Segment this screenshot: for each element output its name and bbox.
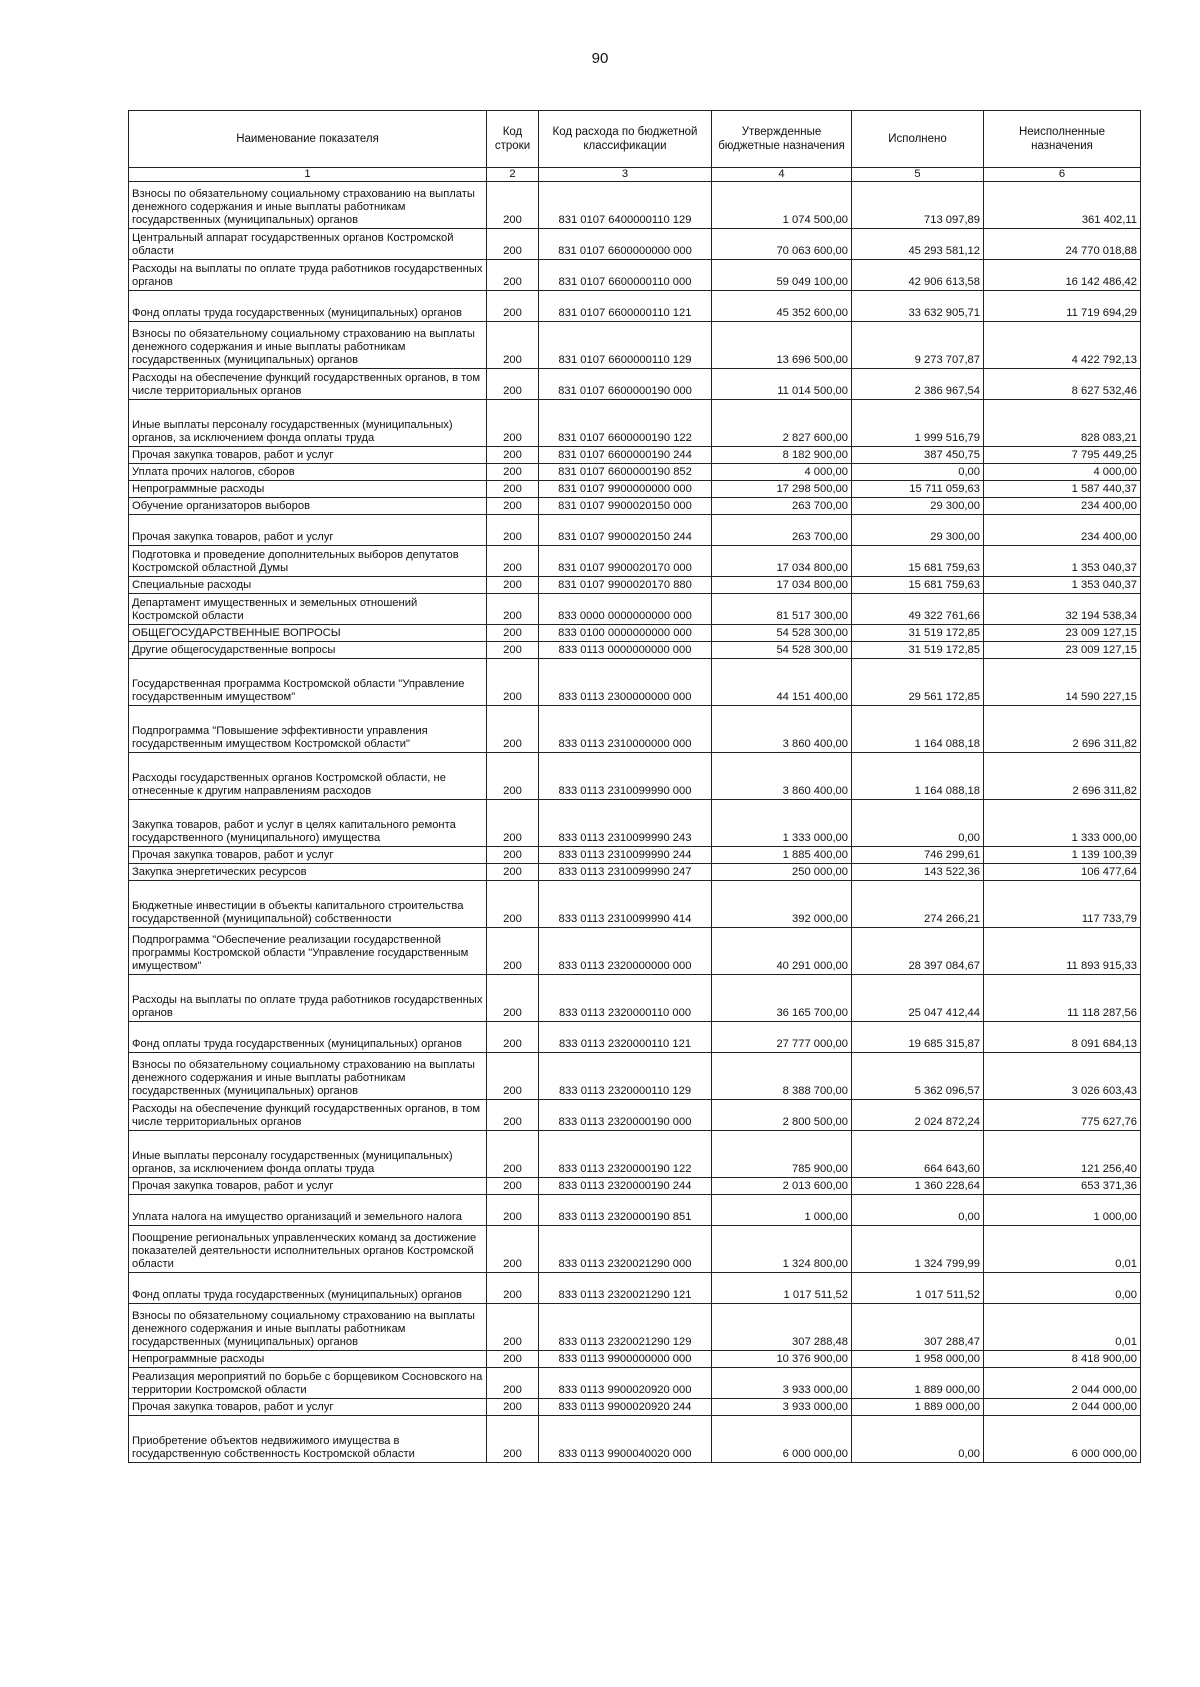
row-name-cell: Фонд оплаты труда государственных (муниципальных) органов xyxy=(129,1022,487,1053)
row-executed-cell: 15 711 059,63 xyxy=(852,481,984,498)
table-row xyxy=(129,1053,1141,1100)
row-approved-cell: 1 074 500,00 xyxy=(712,182,852,229)
row-budget-code-cell: 831 0107 6600000190 244 xyxy=(539,447,712,464)
table-row xyxy=(129,800,1141,847)
row-unexecuted-cell: 23 009 127,15 xyxy=(984,625,1141,642)
row-unexecuted-cell: 4 000,00 xyxy=(984,464,1141,481)
row-unexecuted-cell: 117 733,79 xyxy=(984,881,1141,928)
row-name-cell: Иные выплаты персоналу государственных (муниципальных) органов, за исключением фонда оплаты труда xyxy=(129,1131,487,1178)
row-name-cell: Поощрение региональных управленческих команд за достижение показателей деятельности исполнительных органов Костромской области xyxy=(129,1226,487,1273)
row-executed-cell: 0,00 xyxy=(852,1195,984,1226)
row-approved-cell: 54 528 300,00 xyxy=(712,642,852,659)
table-row xyxy=(129,659,1141,706)
row-unexecuted-cell: 8 091 684,13 xyxy=(984,1022,1141,1053)
column-header-line-code: Код строки xyxy=(487,111,539,168)
table-row xyxy=(129,291,1141,322)
row-budget-code-cell: 833 0113 2320000190 244 xyxy=(539,1178,712,1195)
row-approved-cell: 1 333 000,00 xyxy=(712,800,852,847)
row-approved-cell: 1 324 800,00 xyxy=(712,1226,852,1273)
row-unexecuted-cell: 11 118 287,56 xyxy=(984,975,1141,1022)
table-row xyxy=(129,1273,1141,1304)
table-row xyxy=(129,1399,1141,1416)
table-row xyxy=(129,1022,1141,1053)
row-approved-cell: 263 700,00 xyxy=(712,515,852,546)
row-line-code-cell: 200 xyxy=(487,1053,539,1100)
row-budget-code-cell: 833 0113 9900020920 244 xyxy=(539,1399,712,1416)
row-approved-cell: 17 034 800,00 xyxy=(712,546,852,577)
row-budget-code-cell: 833 0113 0000000000 000 xyxy=(539,642,712,659)
row-name-cell: Фонд оплаты труда государственных (муниципальных) органов xyxy=(129,1273,487,1304)
row-executed-cell: 1 889 000,00 xyxy=(852,1399,984,1416)
row-budget-code-cell: 833 0113 2310000000 000 xyxy=(539,706,712,753)
row-executed-cell: 1 017 511,52 xyxy=(852,1273,984,1304)
row-name-cell: Уплата налога на имущество организаций и земельного налога xyxy=(129,1195,487,1226)
row-budget-code-cell: 831 0107 9900020150 000 xyxy=(539,498,712,515)
row-line-code-cell: 200 xyxy=(487,928,539,975)
row-executed-cell: 29 300,00 xyxy=(852,498,984,515)
row-approved-cell: 40 291 000,00 xyxy=(712,928,852,975)
table-row xyxy=(129,447,1141,464)
row-name-cell: Прочая закупка товаров, работ и услуг xyxy=(129,515,487,546)
row-budget-code-cell: 831 0107 6600000190 852 xyxy=(539,464,712,481)
row-executed-cell: 307 288,47 xyxy=(852,1304,984,1351)
row-line-code-cell: 200 xyxy=(487,1022,539,1053)
row-executed-cell: 29 561 172,85 xyxy=(852,659,984,706)
table-row xyxy=(129,1416,1141,1463)
row-executed-cell: 1 889 000,00 xyxy=(852,1368,984,1399)
table-row xyxy=(129,369,1141,400)
row-approved-cell: 3 860 400,00 xyxy=(712,753,852,800)
row-name-cell: Прочая закупка товаров, работ и услуг xyxy=(129,1178,487,1195)
row-name-cell: Взносы по обязательному социальному страхованию на выплаты денежного содержания и иные выплаты работникам государственных (муниципальных) органов xyxy=(129,322,487,369)
column-number: 2 xyxy=(487,168,539,182)
row-approved-cell: 307 288,48 xyxy=(712,1304,852,1351)
table-row xyxy=(129,864,1141,881)
row-unexecuted-cell: 775 627,76 xyxy=(984,1100,1141,1131)
row-unexecuted-cell: 14 590 227,15 xyxy=(984,659,1141,706)
column-number-row xyxy=(129,168,1141,182)
row-line-code-cell: 200 xyxy=(487,1100,539,1131)
row-unexecuted-cell: 106 477,64 xyxy=(984,864,1141,881)
table-row xyxy=(129,481,1141,498)
column-number: 4 xyxy=(712,168,852,182)
table-row xyxy=(129,1351,1141,1368)
row-approved-cell: 2 827 600,00 xyxy=(712,400,852,447)
row-executed-cell: 28 397 084,67 xyxy=(852,928,984,975)
row-line-code-cell: 200 xyxy=(487,182,539,229)
row-approved-cell: 2 013 600,00 xyxy=(712,1178,852,1195)
row-budget-code-cell: 831 0107 6600000190 000 xyxy=(539,369,712,400)
table-row xyxy=(129,400,1141,447)
row-line-code-cell: 200 xyxy=(487,481,539,498)
table-row xyxy=(129,1368,1141,1399)
row-approved-cell: 785 900,00 xyxy=(712,1131,852,1178)
row-line-code-cell: 200 xyxy=(487,1304,539,1351)
row-name-cell: Фонд оплаты труда государственных (муниципальных) органов xyxy=(129,291,487,322)
row-name-cell: Прочая закупка товаров, работ и услуг xyxy=(129,447,487,464)
row-budget-code-cell: 833 0113 9900000000 000 xyxy=(539,1351,712,1368)
row-approved-cell: 250 000,00 xyxy=(712,864,852,881)
row-executed-cell: 0,00 xyxy=(852,464,984,481)
table-row xyxy=(129,1178,1141,1195)
row-line-code-cell: 200 xyxy=(487,800,539,847)
table-row xyxy=(129,515,1141,546)
row-line-code-cell: 200 xyxy=(487,369,539,400)
row-name-cell: Расходы на выплаты по оплате труда работников государственных органов xyxy=(129,260,487,291)
row-line-code-cell: 200 xyxy=(487,659,539,706)
table-row xyxy=(129,1100,1141,1131)
table-row xyxy=(129,322,1141,369)
row-approved-cell: 45 352 600,00 xyxy=(712,291,852,322)
row-name-cell: Расходы государственных органов Костромской области, не отнесенные к другим направлениям расходов xyxy=(129,753,487,800)
row-name-cell: Государственная программа Костромской области "Управление государственным имуществом" xyxy=(129,659,487,706)
row-unexecuted-cell: 23 009 127,15 xyxy=(984,642,1141,659)
row-executed-cell: 33 632 905,71 xyxy=(852,291,984,322)
row-name-cell: Взносы по обязательному социальному страхованию на выплаты денежного содержания и иные выплаты работникам государственных (муниципальных) органов xyxy=(129,1304,487,1351)
table-row xyxy=(129,498,1141,515)
row-executed-cell: 49 322 761,66 xyxy=(852,594,984,625)
row-budget-code-cell: 833 0113 2320000190 851 xyxy=(539,1195,712,1226)
row-executed-cell: 2 024 872,24 xyxy=(852,1100,984,1131)
row-line-code-cell: 200 xyxy=(487,625,539,642)
row-approved-cell: 263 700,00 xyxy=(712,498,852,515)
row-name-cell: Взносы по обязательному социальному страхованию на выплаты денежного содержания и иные выплаты работникам государственных (муниципальных) органов xyxy=(129,182,487,229)
row-executed-cell: 664 643,60 xyxy=(852,1131,984,1178)
column-header-executed: Исполнено xyxy=(852,111,984,168)
row-name-cell: Прочая закупка товаров, работ и услуг xyxy=(129,1399,487,1416)
row-line-code-cell: 200 xyxy=(487,864,539,881)
row-approved-cell: 10 376 900,00 xyxy=(712,1351,852,1368)
row-budget-code-cell: 833 0000 0000000000 000 xyxy=(539,594,712,625)
row-executed-cell: 5 362 096,57 xyxy=(852,1053,984,1100)
row-executed-cell: 1 164 088,18 xyxy=(852,753,984,800)
row-approved-cell: 8 388 700,00 xyxy=(712,1053,852,1100)
budget-execution-table xyxy=(128,110,1141,1463)
row-executed-cell: 9 273 707,87 xyxy=(852,322,984,369)
row-budget-code-cell: 833 0113 2320021290 000 xyxy=(539,1226,712,1273)
row-line-code-cell: 200 xyxy=(487,322,539,369)
row-executed-cell: 31 519 172,85 xyxy=(852,642,984,659)
row-executed-cell: 1 360 228,64 xyxy=(852,1178,984,1195)
row-unexecuted-cell: 16 142 486,42 xyxy=(984,260,1141,291)
column-number: 5 xyxy=(852,168,984,182)
row-name-cell: Подготовка и проведение дополнительных выборов депутатов Костромской областной Думы xyxy=(129,546,487,577)
row-budget-code-cell: 831 0107 6600000190 122 xyxy=(539,400,712,447)
row-name-cell: Прочая закупка товаров, работ и услуг xyxy=(129,847,487,864)
row-name-cell: Расходы на выплаты по оплате труда работников государственных органов xyxy=(129,975,487,1022)
row-budget-code-cell: 831 0107 9900000000 000 xyxy=(539,481,712,498)
row-line-code-cell: 200 xyxy=(487,975,539,1022)
row-unexecuted-cell: 0,01 xyxy=(984,1226,1141,1273)
row-approved-cell: 1 000,00 xyxy=(712,1195,852,1226)
row-approved-cell: 81 517 300,00 xyxy=(712,594,852,625)
table-row xyxy=(129,753,1141,800)
table-row xyxy=(129,1131,1141,1178)
row-name-cell: Центральный аппарат государственных органов Костромской области xyxy=(129,229,487,260)
table-row xyxy=(129,182,1141,229)
column-number: 6 xyxy=(984,168,1141,182)
row-budget-code-cell: 831 0107 9900020170 880 xyxy=(539,577,712,594)
row-line-code-cell: 200 xyxy=(487,400,539,447)
row-name-cell: Иные выплаты персоналу государственных (муниципальных) органов, за исключением фонда оплаты труда xyxy=(129,400,487,447)
row-name-cell: Приобретение объектов недвижимого имущества в государственную собственность Костромской области xyxy=(129,1416,487,1463)
row-approved-cell: 392 000,00 xyxy=(712,881,852,928)
row-budget-code-cell: 833 0113 2310099990 247 xyxy=(539,864,712,881)
row-line-code-cell: 200 xyxy=(487,753,539,800)
row-budget-code-cell: 831 0107 6600000110 000 xyxy=(539,260,712,291)
row-executed-cell: 25 047 412,44 xyxy=(852,975,984,1022)
row-line-code-cell: 200 xyxy=(487,1178,539,1195)
row-unexecuted-cell: 0,00 xyxy=(984,1273,1141,1304)
page-number: 90 xyxy=(591,50,609,67)
row-line-code-cell: 200 xyxy=(487,546,539,577)
row-unexecuted-cell: 361 402,11 xyxy=(984,182,1141,229)
table-row xyxy=(129,1226,1141,1273)
row-line-code-cell: 200 xyxy=(487,577,539,594)
row-unexecuted-cell: 1 353 040,37 xyxy=(984,546,1141,577)
row-unexecuted-cell: 8 627 532,46 xyxy=(984,369,1141,400)
row-name-cell: ОБЩЕГОСУДАРСТВЕННЫЕ ВОПРОСЫ xyxy=(129,625,487,642)
row-budget-code-cell: 833 0100 0000000000 000 xyxy=(539,625,712,642)
row-name-cell: Специальные расходы xyxy=(129,577,487,594)
row-budget-code-cell: 831 0107 6600000000 000 xyxy=(539,229,712,260)
table-row xyxy=(129,928,1141,975)
row-approved-cell: 3 933 000,00 xyxy=(712,1399,852,1416)
row-unexecuted-cell: 653 371,36 xyxy=(984,1178,1141,1195)
row-unexecuted-cell: 7 795 449,25 xyxy=(984,447,1141,464)
row-executed-cell: 1 999 516,79 xyxy=(852,400,984,447)
row-name-cell: Расходы на обеспечение функций государственных органов, в том числе территориальных органов xyxy=(129,369,487,400)
row-line-code-cell: 200 xyxy=(487,881,539,928)
table-row xyxy=(129,464,1141,481)
row-name-cell: Реализация мероприятий по борьбе с борщевиком Сосновского на территории Костромской области xyxy=(129,1368,487,1399)
row-name-cell: Другие общегосударственные вопросы xyxy=(129,642,487,659)
row-line-code-cell: 200 xyxy=(487,1195,539,1226)
row-approved-cell: 8 182 900,00 xyxy=(712,447,852,464)
row-unexecuted-cell: 2 696 311,82 xyxy=(984,753,1141,800)
row-budget-code-cell: 831 0107 6400000110 129 xyxy=(539,182,712,229)
row-approved-cell: 36 165 700,00 xyxy=(712,975,852,1022)
row-name-cell: Подпрограмма "Обеспечение реализации государственной программы Костромской области "Управление государственным имуществом" xyxy=(129,928,487,975)
row-approved-cell: 6 000 000,00 xyxy=(712,1416,852,1463)
row-unexecuted-cell: 1 333 000,00 xyxy=(984,800,1141,847)
row-unexecuted-cell: 1 139 100,39 xyxy=(984,847,1141,864)
row-name-cell: Бюджетные инвестиции в объекты капитального строительства государственной (муниципальной) собственности xyxy=(129,881,487,928)
row-line-code-cell: 200 xyxy=(487,706,539,753)
row-approved-cell: 44 151 400,00 xyxy=(712,659,852,706)
row-approved-cell: 11 014 500,00 xyxy=(712,369,852,400)
row-executed-cell: 29 300,00 xyxy=(852,515,984,546)
row-budget-code-cell: 833 0113 2300000000 000 xyxy=(539,659,712,706)
row-line-code-cell: 200 xyxy=(487,1273,539,1304)
row-budget-code-cell: 833 0113 2310099990 244 xyxy=(539,847,712,864)
row-line-code-cell: 200 xyxy=(487,1399,539,1416)
row-unexecuted-cell: 121 256,40 xyxy=(984,1131,1141,1178)
row-executed-cell: 15 681 759,63 xyxy=(852,577,984,594)
row-line-code-cell: 200 xyxy=(487,515,539,546)
row-line-code-cell: 200 xyxy=(487,1368,539,1399)
column-header-name: Наименование показателя xyxy=(129,111,487,168)
row-executed-cell: 387 450,75 xyxy=(852,447,984,464)
column-header-unexecuted: Неисполненные назначения xyxy=(984,111,1141,168)
row-approved-cell: 70 063 600,00 xyxy=(712,229,852,260)
table-row xyxy=(129,881,1141,928)
table-row xyxy=(129,706,1141,753)
row-unexecuted-cell: 8 418 900,00 xyxy=(984,1351,1141,1368)
column-number: 1 xyxy=(129,168,487,182)
table-row xyxy=(129,260,1141,291)
row-name-cell: Закупка энергетических ресурсов xyxy=(129,864,487,881)
row-budget-code-cell: 831 0107 6600000110 129 xyxy=(539,322,712,369)
row-budget-code-cell: 833 0113 2320000110 129 xyxy=(539,1053,712,1100)
row-unexecuted-cell: 24 770 018,88 xyxy=(984,229,1141,260)
row-budget-code-cell: 833 0113 2320000190 122 xyxy=(539,1131,712,1178)
row-unexecuted-cell: 1 000,00 xyxy=(984,1195,1141,1226)
row-executed-cell: 31 519 172,85 xyxy=(852,625,984,642)
row-approved-cell: 59 049 100,00 xyxy=(712,260,852,291)
row-budget-code-cell: 833 0113 2320021290 129 xyxy=(539,1304,712,1351)
row-approved-cell: 2 800 500,00 xyxy=(712,1100,852,1131)
row-approved-cell: 13 696 500,00 xyxy=(712,322,852,369)
table-row xyxy=(129,847,1141,864)
row-executed-cell: 45 293 581,12 xyxy=(852,229,984,260)
row-executed-cell: 713 097,89 xyxy=(852,182,984,229)
row-executed-cell: 42 906 613,58 xyxy=(852,260,984,291)
row-executed-cell: 274 266,21 xyxy=(852,881,984,928)
row-line-code-cell: 200 xyxy=(487,464,539,481)
row-unexecuted-cell: 234 400,00 xyxy=(984,498,1141,515)
row-approved-cell: 17 298 500,00 xyxy=(712,481,852,498)
row-name-cell: Департамент имущественных и земельных отношений Костромской области xyxy=(129,594,487,625)
row-budget-code-cell: 833 0113 2320000110 000 xyxy=(539,975,712,1022)
row-budget-code-cell: 831 0107 6600000110 121 xyxy=(539,291,712,322)
row-line-code-cell: 200 xyxy=(487,1416,539,1463)
row-line-code-cell: 200 xyxy=(487,291,539,322)
row-executed-cell: 746 299,61 xyxy=(852,847,984,864)
row-line-code-cell: 200 xyxy=(487,594,539,625)
row-approved-cell: 27 777 000,00 xyxy=(712,1022,852,1053)
row-name-cell: Взносы по обязательному социальному страхованию на выплаты денежного содержания и иные выплаты работникам государственных (муниципальных) органов xyxy=(129,1053,487,1100)
row-executed-cell: 19 685 315,87 xyxy=(852,1022,984,1053)
column-header-budget-code: Код расхода по бюджетной классификации xyxy=(539,111,712,168)
row-line-code-cell: 200 xyxy=(487,498,539,515)
table-row xyxy=(129,546,1141,577)
row-executed-cell: 2 386 967,54 xyxy=(852,369,984,400)
row-unexecuted-cell: 4 422 792,13 xyxy=(984,322,1141,369)
row-budget-code-cell: 833 0113 2320000000 000 xyxy=(539,928,712,975)
row-budget-code-cell: 833 0113 2310099990 243 xyxy=(539,800,712,847)
row-approved-cell: 3 860 400,00 xyxy=(712,706,852,753)
row-line-code-cell: 200 xyxy=(487,260,539,291)
table-row xyxy=(129,642,1141,659)
row-budget-code-cell: 833 0113 9900020920 000 xyxy=(539,1368,712,1399)
table-row xyxy=(129,594,1141,625)
table-row xyxy=(129,577,1141,594)
row-unexecuted-cell: 1 353 040,37 xyxy=(984,577,1141,594)
row-unexecuted-cell: 1 587 440,37 xyxy=(984,481,1141,498)
column-header-approved: Утвержденные бюджетные назначения xyxy=(712,111,852,168)
row-approved-cell: 1 017 511,52 xyxy=(712,1273,852,1304)
row-unexecuted-cell: 11 893 915,33 xyxy=(984,928,1141,975)
row-unexecuted-cell: 2 044 000,00 xyxy=(984,1368,1141,1399)
row-unexecuted-cell: 3 026 603,43 xyxy=(984,1053,1141,1100)
row-line-code-cell: 200 xyxy=(487,642,539,659)
row-budget-code-cell: 833 0113 2310099990 414 xyxy=(539,881,712,928)
header-row xyxy=(129,111,1141,168)
row-budget-code-cell: 833 0113 2310099990 000 xyxy=(539,753,712,800)
row-budget-code-cell: 833 0113 9900040020 000 xyxy=(539,1416,712,1463)
row-unexecuted-cell: 2 696 311,82 xyxy=(984,706,1141,753)
table-row xyxy=(129,975,1141,1022)
row-budget-code-cell: 831 0107 9900020150 244 xyxy=(539,515,712,546)
row-unexecuted-cell: 2 044 000,00 xyxy=(984,1399,1141,1416)
row-name-cell: Обучение организаторов выборов xyxy=(129,498,487,515)
table-body xyxy=(129,182,1141,1463)
row-name-cell: Уплата прочих налогов, сборов xyxy=(129,464,487,481)
table-row xyxy=(129,1195,1141,1226)
row-line-code-cell: 200 xyxy=(487,229,539,260)
row-executed-cell: 0,00 xyxy=(852,1416,984,1463)
table-row xyxy=(129,625,1141,642)
row-name-cell: Непрограммные расходы xyxy=(129,1351,487,1368)
row-line-code-cell: 200 xyxy=(487,447,539,464)
row-line-code-cell: 200 xyxy=(487,1351,539,1368)
row-unexecuted-cell: 234 400,00 xyxy=(984,515,1141,546)
row-line-code-cell: 200 xyxy=(487,847,539,864)
row-unexecuted-cell: 32 194 538,34 xyxy=(984,594,1141,625)
row-approved-cell: 17 034 800,00 xyxy=(712,577,852,594)
row-approved-cell: 3 933 000,00 xyxy=(712,1368,852,1399)
row-executed-cell: 1 958 000,00 xyxy=(852,1351,984,1368)
row-approved-cell: 4 000,00 xyxy=(712,464,852,481)
row-executed-cell: 1 164 088,18 xyxy=(852,706,984,753)
row-budget-code-cell: 831 0107 9900020170 000 xyxy=(539,546,712,577)
row-unexecuted-cell: 11 719 694,29 xyxy=(984,291,1141,322)
table-row xyxy=(129,1304,1141,1351)
row-name-cell: Закупка товаров, работ и услуг в целях капитального ремонта государственного (муниципального) имущества xyxy=(129,800,487,847)
row-unexecuted-cell: 6 000 000,00 xyxy=(984,1416,1141,1463)
row-budget-code-cell: 833 0113 2320000110 121 xyxy=(539,1022,712,1053)
row-line-code-cell: 200 xyxy=(487,1131,539,1178)
row-budget-code-cell: 833 0113 2320000190 000 xyxy=(539,1100,712,1131)
row-budget-code-cell: 833 0113 2320021290 121 xyxy=(539,1273,712,1304)
row-name-cell: Непрограммные расходы xyxy=(129,481,487,498)
row-name-cell: Расходы на обеспечение функций государственных органов, в том числе территориальных органов xyxy=(129,1100,487,1131)
row-executed-cell: 1 324 799,99 xyxy=(852,1226,984,1273)
row-line-code-cell: 200 xyxy=(487,1226,539,1273)
row-name-cell: Подпрограмма "Повышение эффективности управления государственным имуществом Костромской области" xyxy=(129,706,487,753)
table-row xyxy=(129,229,1141,260)
row-executed-cell: 0,00 xyxy=(852,800,984,847)
row-approved-cell: 54 528 300,00 xyxy=(712,625,852,642)
row-executed-cell: 15 681 759,63 xyxy=(852,546,984,577)
row-executed-cell: 143 522,36 xyxy=(852,864,984,881)
row-unexecuted-cell: 0,01 xyxy=(984,1304,1141,1351)
column-number: 3 xyxy=(539,168,712,182)
row-approved-cell: 1 885 400,00 xyxy=(712,847,852,864)
row-unexecuted-cell: 828 083,21 xyxy=(984,400,1141,447)
